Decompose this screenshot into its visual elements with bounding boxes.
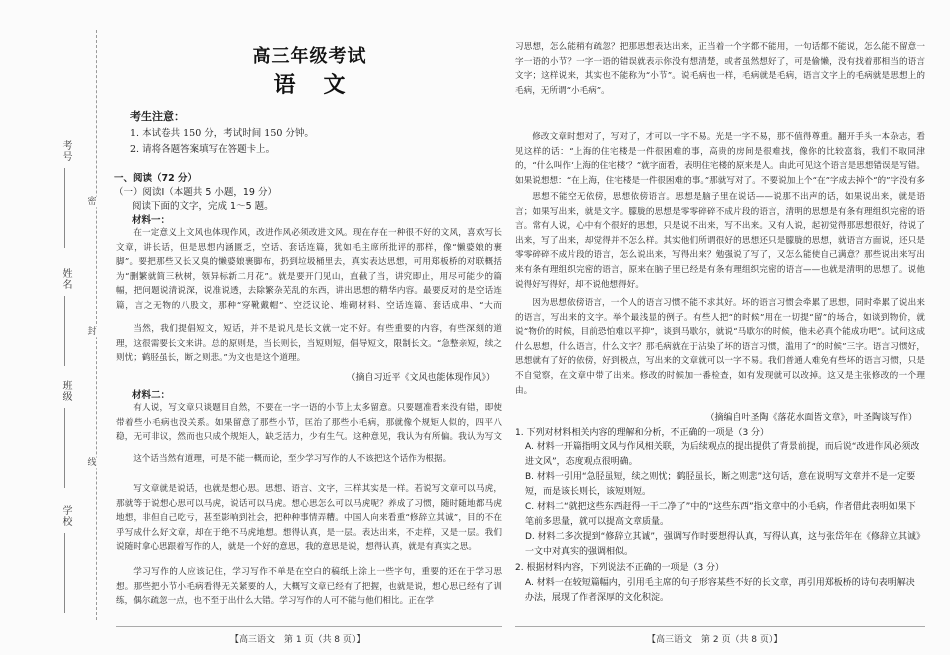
binding-line: [64, 408, 65, 488]
notice-heading: 考生注意：: [130, 110, 185, 123]
binding-line: [64, 533, 65, 613]
footer-page-2: 【高三语文 第 2 页（共 8 页）】: [647, 635, 783, 645]
binding-label-school: 学校: [60, 505, 71, 527]
material2-paragraph: 有人说，写文章只谈题目自然，不要在一字一语的小节上太多留意。只要题准看来没有错，即使带着些小毛病也没关系。如果留意了那些小节，匡治了那些小毛病，那就像个规矩人似的，四平八稳，无可非议，然而也只成个规矩人，缺乏活力，少有生气。这种意见，我认为有所偏。我认为写文: [116, 403, 502, 443]
material2-paragraph: 这个话当然有道理，可是不能一概而论，至少学习写作的人不该把这个话作为根据。: [133, 454, 452, 464]
material2-paragraph: 思想不能空无依傍，思想依傍语言。思想是脑子里在说话——说那不出声的话，如果说出来，就是语言；如果写出来，就是文字。朦胧的思想是零零碎碎不成片段的语言，清明的思想是有条有理组织完密的语言。常有人说，心中有个很好的思想，只是说不出来，写不出来。又有人说，起初觉得那思想很好，待说了出来，写了出来，却觉得并不怎么样。其实他们所谓很好的思想还只是朦胧的思想，就语言方面说，还只是零零碎碎不成片段的语言，怎么说出来，写得出来？勉强说了写了，又怎么能使自己满意？那些说出来写出来有条有理组织完密的语言，原来在脑子里已经是有条有理组织完密的语言——也就是清明的思想了。说他说得好写得好，却不说他想得好。: [515, 192, 925, 290]
seal-char: 封: [85, 325, 99, 339]
question-1-option-a: A. 材料一开篇指明文风与作风相关联，为后续观点的提出提供了背景前提，而后说“改进作风必须改进文风”，态度观点很明确。: [525, 442, 920, 467]
binding-line: [64, 296, 65, 366]
section-subtitle: （一）阅读Ⅰ（本题共 5 小题，19 分）: [114, 187, 277, 198]
question-2-option-a: A. 材料一在较短篇幅内，引用毛主席的句子形容某些不好的长文章，再引用郑板桥的诗句表明解决办法，展现了作者深厚的文化积淀。: [525, 578, 915, 603]
footer-page-1: 【高三语文 第 1 页（共 8 页）】: [230, 635, 366, 645]
seal-char: 密: [85, 195, 99, 209]
footer-rule: [116, 626, 502, 627]
question-1-option-b: B. 材料一引用“急胫虽短，续之则忧；鹤胫虽长，断之则悲”这句话，意在说明写文章并不是一定要短，而是该长则长，该短则短。: [525, 472, 916, 497]
section-instruction: 阅读下面的文字，完成 1～5 题。: [132, 201, 274, 212]
binding-label-name: 姓名: [60, 268, 71, 290]
binding-strip: [0, 0, 112, 655]
material1-label: 材料一：: [132, 215, 171, 226]
material1-source: （摘自习近平《文风也能体现作风》）: [346, 373, 495, 383]
material2-paragraph: 因为思想依傍语言，一个人的语言习惯不能不求其好。坏的语言习惯会牵累了思想，同时牵累了说出来的语言，写出来的文字。举个最浅显的例子。有些人把“的时候”用在一切提“留”的场合，如谈到物价，就说“物价的时候，目前恐怕难以平抑”，谈到马歇尔，就说“马歇尔的时候，他未必真个能成功吧”。试问这成什么思想，什么语言，什么文字？那毛病就在于沾染了坏的语言习惯，滥用了“的时候”三字。语言习惯好，思想就有了好的依傍，好到极点，写出来的文章就可以一字不易。我们普通人难免有些坏的语言习惯，只是不自觉察，在文章中带了出来。修改的时候加一番检查，如有发现就可以改掉。这又是主张修改的一个理由。: [515, 298, 925, 396]
material2-source: （摘编自叶圣陶《落花水面皆文章》，叶圣陶谈写作）: [705, 413, 917, 423]
material2-paragraph: 修改文章时想对了，写对了，才可以一字不易。光是一字不易，那不值得尊重。翻开手头一本杂志，看见这样的话：“上海的住宅楼是一件很困难的事，高贵的房间是很难找，像你的比较富翁，我们不取同津的，“什么叫作‘上海的住宅楼’？”就字面看，表明住宅楼的原来是人。由此可见这个语言是思想错误是写错。如果说想想：“在上海，住宅楼是一件很困难的事。”那就写对了。不要说加上个“在”字成去掉个“的”字没有多: [515, 132, 925, 186]
section-title: 一、阅读（72 分）: [114, 173, 198, 184]
exam-title: 高三年级考试: [252, 46, 367, 67]
material1-paragraph: 在一定意义上文风也体现作风，改进作风必须改进文风。现在存在一种很不好的文风，喜欢写长文章，讲长话，但是思想内涵匮乏，空话、套话连篇，犹如毛主席所批评的那样，像“懒婆娘的裹脚”。要把那些又长又臭的懒婆娘裹脚布，扔到垃圾桶里去，真实表达思想，可用郑板桥的对联概括为“删繁就简三秋树，领异标新二月花”。就是要开门见山，直截了当，讲究即止，用尽可能少的篇幅，把问题说清说深，说准说透，去除繁杂芜乱的东西，讲出思想的精华内容。最要反对的是空话连篇，言之无物的八股文，那种“穿靴戴帽”、空泛议论、堆砌材料、空话连篇、套话成串、“大而: [116, 228, 502, 311]
material2-label: 材料二：: [132, 390, 171, 401]
question-1-option-d: D. 材料二多次提到“修辞立其诚”，强调写作时要想得认真，写得认真，这与张岱年在《修辞立其诚》一文中对真实的强调相似。: [525, 532, 921, 557]
binding-dashed-line: [96, 30, 97, 620]
question-1-option-c: C. 材料二“就把这些东西赶得一干二净了”中的“这些东西”指文章中的小毛病，作者借此表明如果下笔前多思量，就可以提高文章质量。: [525, 502, 916, 527]
material1-paragraph: 当然，我们提倡短文，短话，并不是说凡是长文就一定不好。有些重要的内容，有些深刻的道理，这很需要长文来讲。总的原则是，当长则长，当短则短，倡导短文，限制长文。“急整亲短，续之则忧；鹤胫虽长，断之则悲。”为文也是这个道理。: [116, 324, 502, 364]
page-2: [507, 0, 927, 655]
material2-paragraph: 写文章就是说话，也就是想心思。思想、语言、文字，三样其实是一样。若说写文章可以马虎，那就等于说想心思可以马虎，说话可以马虎。想心思怎么可以马虎呢？养成了习惯，随时随地都马虎地想，非但自己吃亏，甚至影响到社会，把种种事情弄糟。中国人向来看重“修辞立其诚”，目的不在乎写成什么好文章，却在于绝不马虎地想。想得认真，是一层。表达出来，不走样，又是一层。我们说随时拿心思跟着写作的人，就是一个好的意思，我的意思是说，想得认真，就是有真实之思。: [116, 484, 502, 553]
footer-rule: [515, 626, 925, 627]
question-1-stem: 1. 下列对材料相关内容的理解和分析，不正确的一项是（3 分）: [515, 428, 770, 438]
question-2-stem: 2. 根据材料内容，下列说法不正确的一项是（3 分）: [515, 563, 725, 573]
material2-continued: 习思想，怎么能稍有疏忽？把那思想表达出来，正当着一个字都不能用，一句话都不能说，怎么能不留意一字一语的小节？一字一语的错误就表示你没有想清楚，或者虽然想好了，可是偷懒，没有找着那相当的语言文字；这样说来，其实也不能称为“小节”。说毛病也一样，毛病就是毛病，语言文字上的毛病就是思想上的毛病，无所谓“小毛病”。: [515, 42, 925, 96]
notice-item: 1. 本试卷共 150 分，考试时间 150 分钟。: [130, 128, 314, 139]
seal-char: 线: [85, 456, 99, 470]
exam-subject: 语文: [273, 73, 374, 98]
binding-label-class: 班级: [60, 380, 71, 402]
material2-paragraph: 学习写作的人应该记住，学习写作不单是在空白的稿纸上涂上一些字句，重要的还在于学习思想。那些把小节小毛病看得无关紧要的人，大概写文章已经有了把握，也就是说，想心思已经有了训练，偶尔疏忽一点，也不至于出什么大错。学习写作的人可不能与他们相比。正在学: [116, 567, 502, 607]
binding-line: [64, 168, 65, 248]
notice-item: 2. 请将各题答案填写在答题卡上。: [130, 144, 276, 155]
binding-label-exam-number: 考号: [60, 140, 71, 162]
page-1: [112, 0, 507, 655]
